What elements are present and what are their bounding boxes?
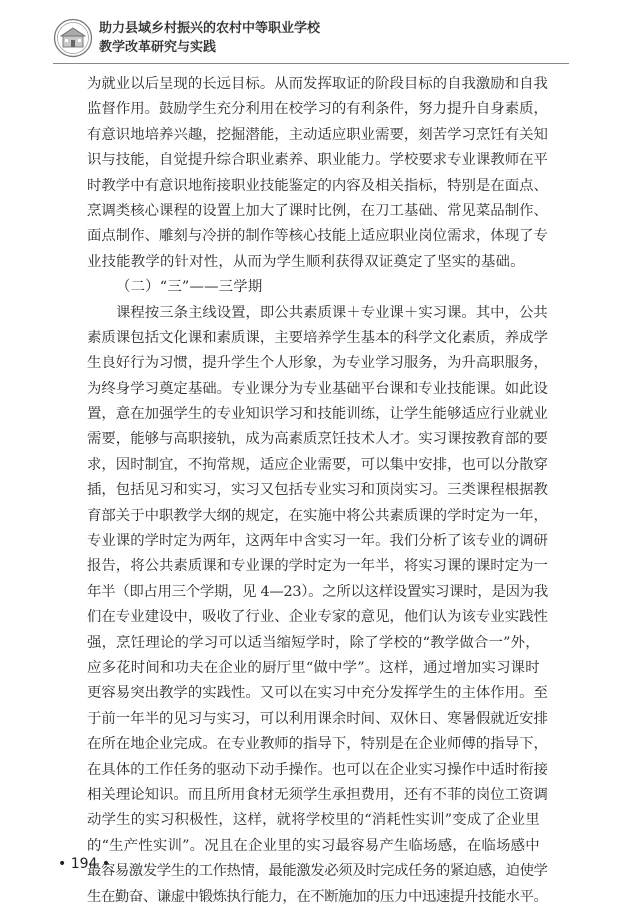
text-line: 报告，将公共素质课和专业课的学时定为一年半，将实习课的课时定为一 xyxy=(87,558,548,575)
header-divider xyxy=(53,63,569,64)
body-text xyxy=(87,72,548,910)
text-line: 监督作用。鼓励学生充分利用在校学习的有利条件，努力提升自身素质， xyxy=(87,101,548,118)
text-line: 有意识地培养兴趣，挖掘潜能，主动适应职业需要，刻苦学习烹饪有关知 xyxy=(87,126,548,143)
text-line: 育部关于中职教学大纲的规定，在实施中将公共素质课的学时定为一年， xyxy=(87,507,548,524)
text-line: 生良好行为习惯，提升学生个人形象，为专业学习服务，为升高职服务， xyxy=(87,355,548,372)
text-line: 在所在地企业完成。在专业教师的指导下，特别是在企业师傅的指导下， xyxy=(87,736,548,753)
text-line: 在具体的工作任务的驱动下动手操作。也可以在企业实习操作中适时衔接 xyxy=(87,761,548,778)
school-building-icon xyxy=(53,18,93,58)
text-line: 更容易突出教学的实践性。又可以在实习中充分发挥学生的主体作用。至 xyxy=(87,685,548,702)
text-line: 最容易激发学生的工作热情，最能激发必须及时完成任务的紧迫感，迫使学 xyxy=(87,863,548,880)
text-line: 烹调类核心课程的设置上加大了课时比例，在刀工基础、常见菜品制作、 xyxy=(87,202,548,219)
text-line: 时教学中有意识地衔接职业技能鉴定的内容及相关指标，特别是在面点、 xyxy=(87,177,548,194)
text-line: 应多花时间和功夫在企业的厨厅里“做中学”。这样，通过增加实习课时 xyxy=(87,659,540,676)
header-title: 助力县域乡村振兴的农村中等职业学校 xyxy=(99,21,321,36)
text-line: 强，烹饪理论的学习可以适当缩短学时，除了学校的“教学做合一”外， xyxy=(87,634,540,651)
page-header xyxy=(53,18,573,64)
text-line: 面点制作、雕刻与冷拼的制作等核心技能上适应职业岗位需求，体现了专 xyxy=(87,228,548,245)
text-line: 年半（即占用三个学期，见 4—23）。之所以这样设置实习课时，是因为我 xyxy=(87,583,548,600)
header-subtitle: 教学改革研究与实践 xyxy=(99,40,217,55)
text-line: 素质课包括文化课和素质课，主要培养学生基本的科学文化素质，养成学 xyxy=(87,329,548,346)
text-line: 为就业以后呈现的长远目标。从而发挥取证的阶段目标的自我激励和自我 xyxy=(87,76,548,92)
text-line: 置，意在加强学生的专业知识学习和技能训练，让学生能够适应行业就业 xyxy=(87,406,548,423)
text-line: 们在专业建设中，吸收了行业、企业专家的意见，他们认为该专业实践性 xyxy=(87,609,548,626)
text-line: 专业课的学时定为两年，这两年中含实习一年。我们分析了该专业的调研 xyxy=(87,533,548,550)
page-number: • 194 • xyxy=(58,856,111,872)
section-heading: （二）“三”——三学期 xyxy=(116,279,263,296)
text-line: 课程按三条主线设置，即公共素质课＋专业课＋实习课。其中，公共 xyxy=(116,304,548,321)
text-line: 求，因时制宜，不拘常规，适应企业需要，可以集中安排，也可以分散穿 xyxy=(87,456,548,473)
text-line: 生在勤奋、谦虚中锻炼执行能力，在不断施加的压力中迅速提升技能水平。 xyxy=(87,888,548,905)
text-line: 识与技能，自觉提升综合职业素养、职业能力。学校要求专业课教师在平 xyxy=(87,152,548,169)
text-line: 于前一年半的见习与实习，可以利用课余时间、双休日、寒暑假就近安排 xyxy=(87,710,548,727)
text-line: 为终身学习奠定基础。专业课分为专业基础平台课和专业技能课。如此设 xyxy=(87,380,548,397)
text-line: 的“生产性实训”。况且在企业里的实习最容易产生临场感，在临场感中 xyxy=(87,837,540,854)
text-line: 插，包括见习和实习，实习又包括专业实习和顶岗实习。三类课程根据教 xyxy=(87,482,548,499)
text-line: 业技能教学的针对性，从而为学生顺利获得双证奠定了坚实的基础。 xyxy=(87,253,525,270)
text-line: 动学生的实习积极性，这样，就将学校里的“消耗性实训”变成了企业里 xyxy=(87,812,540,829)
text-line: 相关理论知识。而且所用食材无须学生承担费用，还有不菲的岗位工资调 xyxy=(87,786,548,803)
text-line: 需要，能够与高职接轨，成为高素质烹饪技术人才。实习课按教育部的要 xyxy=(87,431,548,448)
